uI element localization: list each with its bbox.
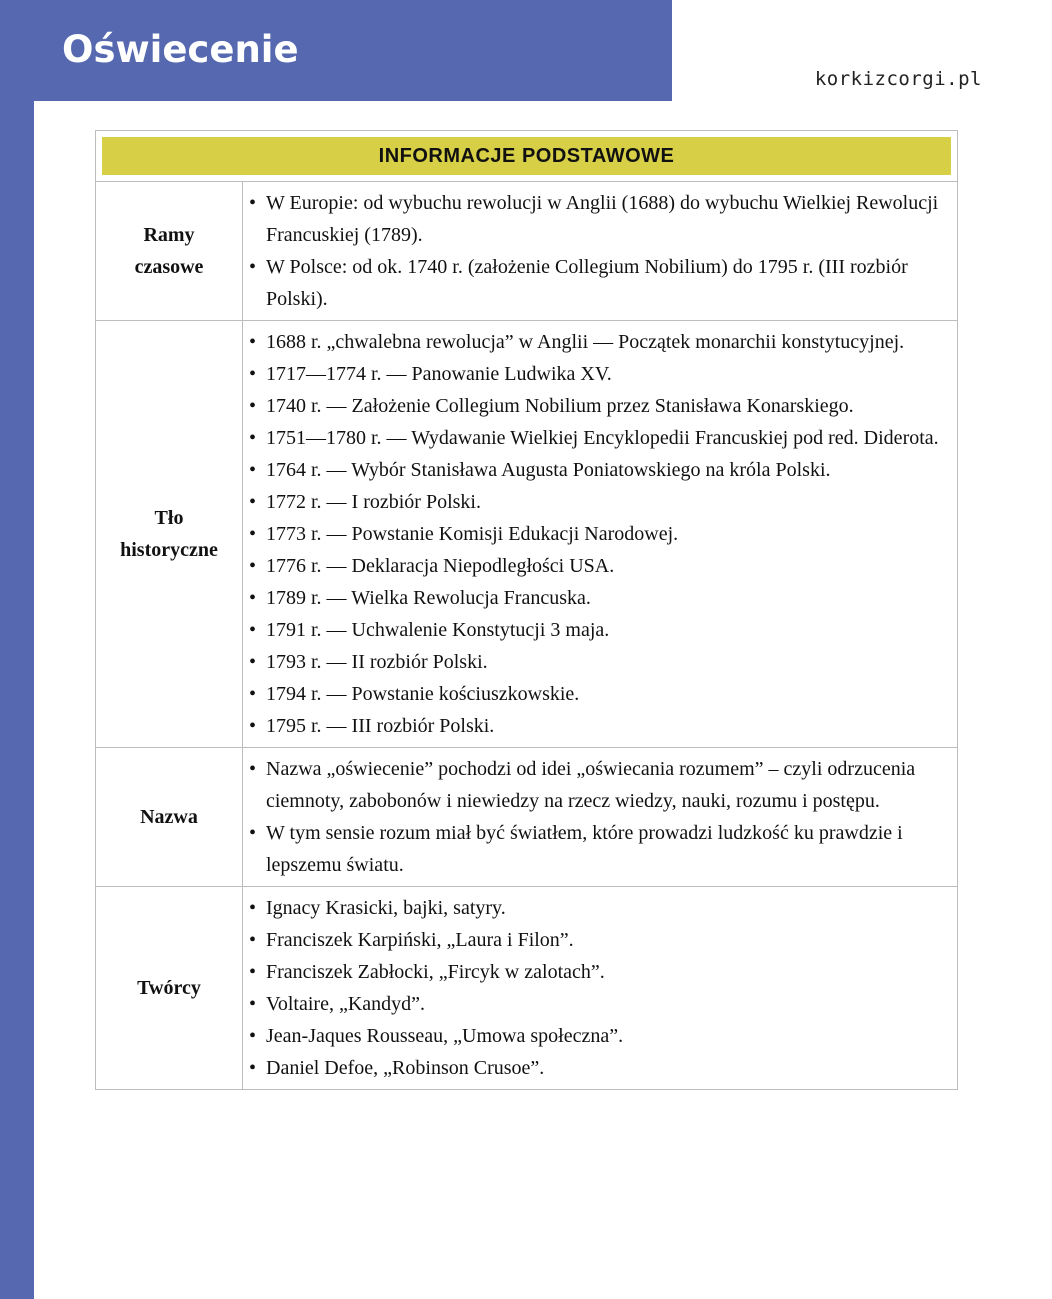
row-content: [243, 887, 958, 1090]
list-item: • W Europie: od wybuchu rewolucji w Anglii (1688) do wybuchu Wielkiej Rewolucji Francuskiej (1789).: [249, 187, 951, 251]
list-item: • 1776 r. — Deklaracja Niepodległości USA.: [249, 550, 951, 582]
list-item: • Voltaire, „Kandyd”.: [249, 988, 951, 1020]
bullet-list: [249, 326, 951, 742]
table-heading: INFORMACJE PODSTAWOWE: [102, 137, 951, 175]
row-label: [96, 321, 243, 748]
list-item: • 1793 r. — II rozbiór Polski.: [249, 646, 951, 678]
list-item: • Daniel Defoe, „Robinson Crusoe”.: [249, 1052, 951, 1084]
list-item: • W Polsce: od ok. 1740 r. (założenie Collegium Nobilium) do 1795 r. (III rozbiór Polski).: [249, 251, 951, 315]
row-label: [96, 887, 243, 1090]
list-item: • 1795 r. — III rozbiór Polski.: [249, 710, 951, 742]
row-ramy-czasowe: [96, 182, 958, 321]
row-content: [243, 182, 958, 321]
row-label-line: czasowe: [134, 256, 204, 278]
row-content: [243, 321, 958, 748]
list-item: • 1688 r. „chwalebna rewolucja” w Anglii — Początek monarchii konstytucyjnej.: [249, 326, 951, 358]
list-item: • Jean-Jaques Rousseau, „Umowa społeczna”.: [249, 1020, 951, 1052]
row-label-line: Ramy: [143, 224, 195, 246]
row-label-line: Tło: [154, 507, 184, 529]
row-nazwa: [96, 748, 958, 887]
left-band: [0, 0, 34, 1299]
list-item: • 1794 r. — Powstanie kościuszkowskie.: [249, 678, 951, 710]
list-item: • Franciszek Zabłocki, „Fircyk w zalotach”.: [249, 956, 951, 988]
row-label-line: Twórcy: [137, 977, 201, 999]
table-heading-row: [96, 131, 958, 182]
table-heading-cell: [96, 131, 958, 182]
info-table: [95, 130, 958, 1090]
row-tworcy: [96, 887, 958, 1090]
list-item: • 1772 r. — I rozbiór Polski.: [249, 486, 951, 518]
row-label: [96, 748, 243, 887]
list-item: • Nazwa „oświecenie” pochodzi od idei „oświecania rozumem” – czyli odrzucenia ciemnoty, zabobonów i niewiedzy na rzecz wiedzy, nauki, rozumu i postępu.: [249, 753, 951, 817]
list-item: • Ignacy Krasicki, bajki, satyry.: [249, 892, 951, 924]
page-title: Oświecenie: [62, 28, 299, 71]
row-tlo-historyczne: [96, 321, 958, 748]
list-item: • 1740 r. — Założenie Collegium Nobilium przez Stanisława Konarskiego.: [249, 390, 951, 422]
list-item: • 1791 r. — Uchwalenie Konstytucji 3 maja.: [249, 614, 951, 646]
row-label-line: Nazwa: [140, 806, 198, 828]
list-item: • 1751—1780 r. — Wydawanie Wielkiej Encyklopedii Francuskiej pod red. Diderota.: [249, 422, 951, 454]
bullet-list: [249, 753, 951, 881]
row-label-line: historyczne: [120, 539, 218, 561]
site-url: korkizcorgi.pl: [814, 68, 982, 90]
list-item: • Franciszek Karpiński, „Laura i Filon”.: [249, 924, 951, 956]
bullet-list: [249, 187, 951, 315]
list-item: • 1717—1774 r. — Panowanie Ludwika XV.: [249, 358, 951, 390]
row-content: [243, 748, 958, 887]
list-item: • W tym sensie rozum miał być światłem, które prowadzi ludzkość ku prawdzie i lepszemu światu.: [249, 817, 951, 881]
list-item: • 1773 r. — Powstanie Komisji Edukacji Narodowej.: [249, 518, 951, 550]
row-label: [96, 182, 243, 321]
list-item: • 1764 r. — Wybór Stanisława Augusta Poniatowskiego na króla Polski.: [249, 454, 951, 486]
bullet-list: [249, 892, 951, 1084]
list-item: • 1789 r. — Wielka Rewolucja Francuska.: [249, 582, 951, 614]
